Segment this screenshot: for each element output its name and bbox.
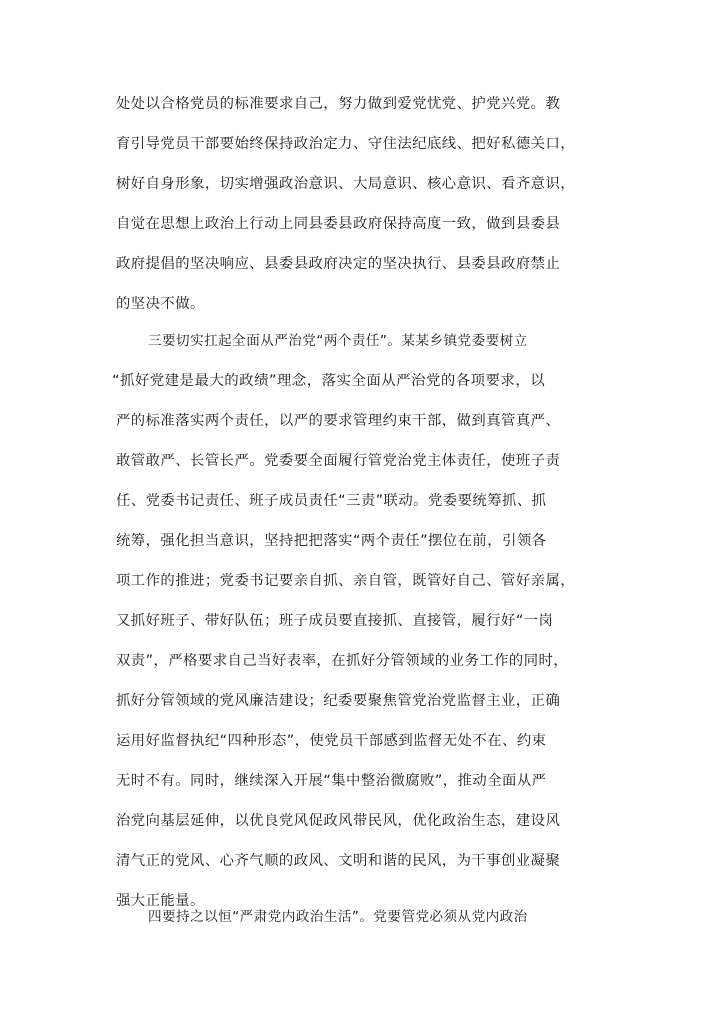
- text-line: 育引导党员干部要始终保持政治定力、守住法纪底线、把好私德关口，: [116, 136, 576, 152]
- text-line: 自觉在思想上政治上行动上同县委县政府保持高度一致，做到县委县: [116, 216, 561, 232]
- text-line: 统筹，强化担当意识，坚持把把落实“两个责任”摆位在前，引领各: [116, 533, 547, 549]
- text-line: 抓好分管领域的党风廉洁建设；纪委要聚焦管党治党监督主业，正确: [116, 693, 561, 709]
- text-line: 项工作的推进；党委书记要亲自抓、亲自管，既管好自己、管好亲属，: [116, 573, 576, 589]
- text-line: 处处以合格党员的标准要求自己，努力做到爱党忧党、护党兴党。教: [116, 96, 561, 112]
- text-line: 双责”，严格要求自己当好表率，在抓好分管领域的业务工作的同时，: [116, 653, 569, 669]
- text-line: 三要切实扛起全面从严治党“两个责任”。某某乡镇党委要树立: [148, 333, 528, 349]
- text-line: 治党向基层延伸，以优良党风促政风带民风，优化政治生态，建设风: [116, 813, 561, 829]
- text-line: 四要持之以恒“严肃党内政治生活”。党要管党必须从党内政治: [148, 909, 528, 925]
- text-line: 清气正的党风、心齐气顺的政风、文明和谐的民风，为干事创业凝聚: [116, 853, 561, 869]
- text-line: 树好自身形象，切实增强政治意识、大局意识、核心意识、看齐意识，: [116, 176, 576, 192]
- text-line: 又抓好班子、带好队伍；班子成员要直接抓、直接管，履行好“一岗: [116, 613, 554, 629]
- text-line: 强大正能量。: [116, 893, 205, 909]
- text-line: 运用好监督执纪“四种形态”，使党员干部感到监督无处不在、约束: [116, 733, 547, 749]
- text-line: 政府提倡的坚决响应、县委县政府决定的坚决执行、县委县政府禁止: [116, 256, 561, 272]
- text-line: 敢管敢严、长管长严。党委要全面履行管党治党主体责任，使班子责: [116, 453, 561, 469]
- text-line: 无时不有。同时，继续深入开展“集中整治微腐败”，推动全面从严: [116, 773, 547, 789]
- text-line: 严的标准落实两个责任，以严的要求管理约束干部，做到真管真严、: [116, 413, 561, 429]
- text-line: 的坚决不做。: [116, 296, 205, 312]
- text-line: 任、党委书记责任、班子成员责任“三责”联动。党委要统筹抓、抓: [116, 493, 547, 509]
- text-line: “抓好党建是最大的政绩”理念，落实全面从严治党的各项要求，以: [112, 373, 546, 389]
